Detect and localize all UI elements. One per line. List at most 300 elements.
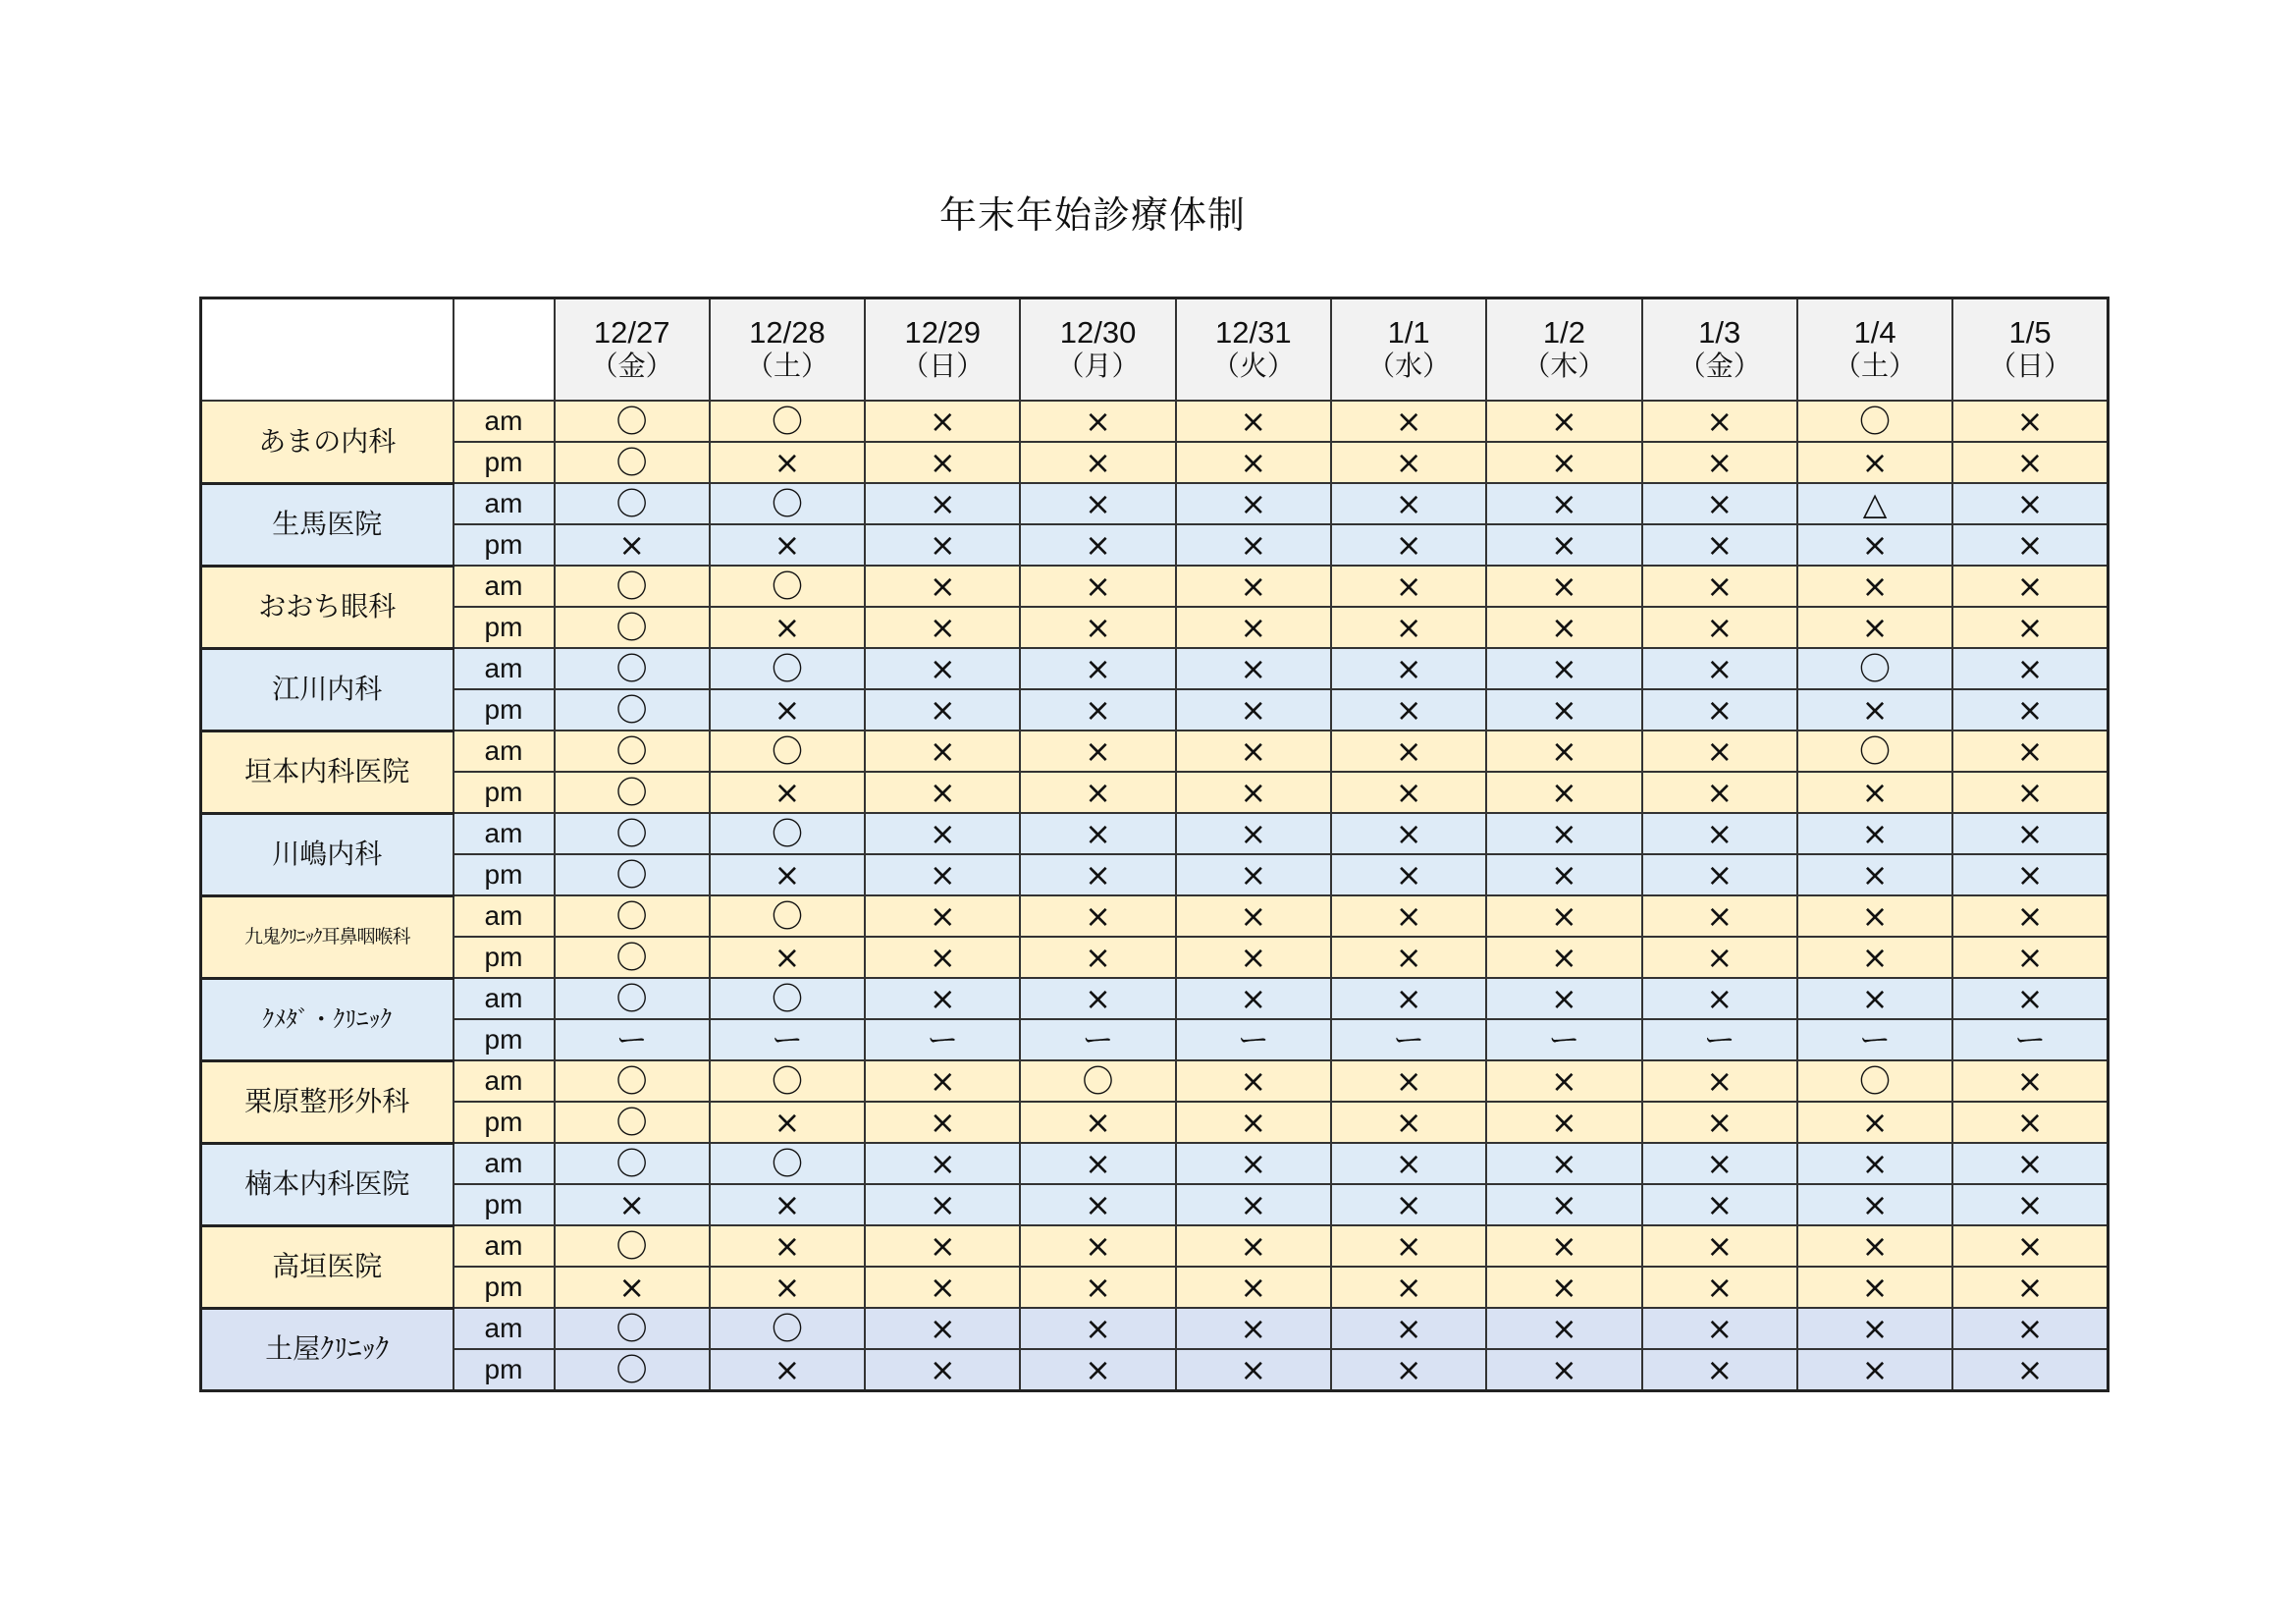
availability-cell: 〇 <box>1797 401 1952 442</box>
availability-cell: × <box>1020 1143 1175 1184</box>
availability-cell: × <box>1952 1308 2108 1349</box>
availability-cell: × <box>1952 483 2108 524</box>
period-label: pm <box>454 524 555 566</box>
availability-cell: × <box>1486 401 1641 442</box>
availability-cell: 〇 <box>710 648 865 689</box>
clinic-pm-row <box>201 524 2109 566</box>
availability-cell: ー <box>1176 1019 1331 1060</box>
availability-cell: × <box>865 607 1020 648</box>
availability-cell: × <box>1020 1225 1175 1267</box>
period-label: pm <box>454 1349 555 1391</box>
availability-cell: 〇 <box>555 1225 710 1267</box>
availability-cell: 〇 <box>1797 1060 1952 1102</box>
availability-cell: 〇 <box>710 731 865 772</box>
clinic-am-row <box>201 1225 2109 1267</box>
availability-cell: × <box>1642 937 1797 978</box>
weekday-label: （土） <box>1834 350 1917 382</box>
period-label: am <box>454 978 555 1019</box>
availability-cell: × <box>865 483 1020 524</box>
header-row <box>201 298 2109 402</box>
availability-cell: × <box>1331 731 1486 772</box>
availability-cell: × <box>1331 1184 1486 1225</box>
availability-cell: × <box>1331 813 1486 854</box>
availability-cell: × <box>710 1225 865 1267</box>
availability-cell: × <box>865 566 1020 607</box>
availability-cell: × <box>1797 895 1952 937</box>
availability-cell: × <box>1331 607 1486 648</box>
weekday-label: （金） <box>590 350 673 382</box>
availability-cell: × <box>1952 1143 2108 1184</box>
availability-cell: 〇 <box>710 1143 865 1184</box>
availability-cell: × <box>1020 689 1175 731</box>
availability-cell: × <box>1797 524 1952 566</box>
availability-cell: × <box>1176 731 1331 772</box>
availability-cell: × <box>1486 483 1641 524</box>
clinic-am-row <box>201 978 2109 1019</box>
availability-cell: × <box>1020 1102 1175 1143</box>
availability-cell: 〇 <box>1797 648 1952 689</box>
availability-cell: × <box>1797 1143 1952 1184</box>
availability-cell: × <box>865 937 1020 978</box>
clinic-am-row <box>201 648 2109 689</box>
availability-cell: × <box>1952 1184 2108 1225</box>
availability-cell: 〇 <box>710 1308 865 1349</box>
availability-cell: 〇 <box>555 978 710 1019</box>
weekday-label: （金） <box>1678 350 1761 382</box>
header-blank-clinic <box>201 298 454 402</box>
availability-cell: × <box>865 895 1020 937</box>
availability-cell: × <box>1952 442 2108 483</box>
availability-cell: △ <box>1797 483 1952 524</box>
availability-cell: × <box>1331 854 1486 895</box>
date-label: 1/2 <box>1542 315 1585 350</box>
availability-cell: × <box>710 854 865 895</box>
availability-cell: × <box>1952 1267 2108 1308</box>
availability-cell: × <box>1952 524 2108 566</box>
date-label: 12/29 <box>904 315 982 350</box>
availability-cell: × <box>1020 895 1175 937</box>
page-title: 年末年始診療体制 <box>938 193 1246 237</box>
availability-cell: × <box>1797 1349 1952 1391</box>
availability-cell: × <box>1176 1184 1331 1225</box>
availability-cell: × <box>865 1143 1020 1184</box>
clinic-am-row <box>201 1308 2109 1349</box>
availability-cell: ー <box>555 1019 710 1060</box>
availability-cell: × <box>1797 1102 1952 1143</box>
availability-cell: × <box>865 1060 1020 1102</box>
availability-cell: 〇 <box>710 1060 865 1102</box>
availability-cell: × <box>1331 1349 1486 1391</box>
period-label: pm <box>454 772 555 813</box>
availability-cell: ー <box>1486 1019 1641 1060</box>
availability-cell: × <box>1020 978 1175 1019</box>
date-header <box>1020 298 1175 402</box>
availability-cell: × <box>1020 937 1175 978</box>
availability-cell: × <box>1952 937 2108 978</box>
availability-cell: × <box>1486 978 1641 1019</box>
date-label: 1/3 <box>1698 315 1741 350</box>
availability-cell: × <box>865 1184 1020 1225</box>
availability-cell: × <box>1486 442 1641 483</box>
availability-cell: × <box>1331 1308 1486 1349</box>
date-label: 12/27 <box>593 315 670 350</box>
availability-cell: × <box>1952 895 2108 937</box>
clinic-name: ｸﾒﾀﾞ・ｸﾘﾆｯｸ <box>201 978 454 1060</box>
period-label: am <box>454 648 555 689</box>
availability-cell: × <box>1176 1102 1331 1143</box>
availability-cell: × <box>1331 483 1486 524</box>
availability-cell: × <box>1486 566 1641 607</box>
date-header <box>1952 298 2108 402</box>
availability-cell: × <box>1486 731 1641 772</box>
availability-cell: × <box>1020 731 1175 772</box>
availability-cell: × <box>1797 1267 1952 1308</box>
availability-cell: × <box>865 648 1020 689</box>
availability-cell: × <box>1176 689 1331 731</box>
availability-cell: × <box>1331 648 1486 689</box>
availability-cell: 〇 <box>555 1308 710 1349</box>
availability-cell: 〇 <box>555 731 710 772</box>
availability-cell: × <box>1020 442 1175 483</box>
clinic-pm-row <box>201 1184 2109 1225</box>
availability-cell: 〇 <box>1797 731 1952 772</box>
availability-cell: × <box>1642 442 1797 483</box>
availability-cell: 〇 <box>555 442 710 483</box>
availability-cell: × <box>1797 566 1952 607</box>
date-label: 1/5 <box>2008 315 2052 350</box>
clinic-pm-row <box>201 854 2109 895</box>
availability-cell: × <box>1486 1102 1641 1143</box>
availability-cell: × <box>1020 607 1175 648</box>
availability-cell: × <box>1486 854 1641 895</box>
availability-cell: × <box>1797 854 1952 895</box>
availability-cell: × <box>1952 648 2108 689</box>
availability-cell: × <box>710 689 865 731</box>
availability-cell: × <box>865 401 1020 442</box>
clinic-pm-row <box>201 689 2109 731</box>
availability-cell: × <box>1486 937 1641 978</box>
availability-cell: × <box>1176 978 1331 1019</box>
availability-cell: × <box>1331 442 1486 483</box>
availability-cell: × <box>1642 1143 1797 1184</box>
clinic-name: 川嶋内科 <box>201 813 454 895</box>
clinic-name: 土屋ｸﾘﾆｯｸ <box>201 1308 454 1391</box>
availability-cell: × <box>1642 566 1797 607</box>
availability-cell: × <box>1952 1349 2108 1391</box>
date-header <box>1486 298 1641 402</box>
period-label: pm <box>454 1184 555 1225</box>
clinic-pm-row <box>201 1019 2109 1060</box>
weekday-label: （火） <box>1211 350 1295 382</box>
availability-cell: × <box>865 442 1020 483</box>
availability-cell: × <box>1176 566 1331 607</box>
period-label: am <box>454 813 555 854</box>
clinic-pm-row <box>201 607 2109 648</box>
availability-cell: × <box>1642 689 1797 731</box>
date-header <box>710 298 865 402</box>
clinic-am-row <box>201 1060 2109 1102</box>
availability-cell: × <box>865 978 1020 1019</box>
availability-cell: × <box>1331 895 1486 937</box>
availability-cell: × <box>1642 1060 1797 1102</box>
availability-cell: × <box>1952 566 2108 607</box>
period-label: pm <box>454 1102 555 1143</box>
availability-cell: × <box>1020 648 1175 689</box>
availability-cell: × <box>1797 1225 1952 1267</box>
availability-cell: × <box>1020 524 1175 566</box>
period-label: pm <box>454 442 555 483</box>
clinic-name: 江川内科 <box>201 648 454 731</box>
availability-cell: 〇 <box>710 566 865 607</box>
clinic-am-row <box>201 731 2109 772</box>
availability-cell: 〇 <box>555 813 710 854</box>
availability-cell: × <box>710 772 865 813</box>
period-label: am <box>454 1225 555 1267</box>
availability-cell: × <box>1952 1102 2108 1143</box>
availability-cell: 〇 <box>555 1102 710 1143</box>
period-label: am <box>454 483 555 524</box>
weekday-label: （木） <box>1522 350 1606 382</box>
clinic-name: 垣本内科医院 <box>201 731 454 813</box>
availability-cell: ー <box>1952 1019 2108 1060</box>
period-label: pm <box>454 854 555 895</box>
availability-cell: × <box>865 1102 1020 1143</box>
availability-cell: × <box>1642 1102 1797 1143</box>
availability-cell: × <box>1642 607 1797 648</box>
availability-cell: × <box>1797 978 1952 1019</box>
availability-cell: × <box>1797 813 1952 854</box>
availability-cell: 〇 <box>555 648 710 689</box>
clinic-am-row <box>201 895 2109 937</box>
availability-cell: × <box>1642 772 1797 813</box>
availability-cell: 〇 <box>1020 1060 1175 1102</box>
availability-cell: 〇 <box>555 483 710 524</box>
weekday-label: （日） <box>901 350 985 382</box>
availability-cell: 〇 <box>555 937 710 978</box>
availability-cell: × <box>1176 895 1331 937</box>
availability-cell: × <box>1486 813 1641 854</box>
availability-cell: × <box>1020 772 1175 813</box>
availability-cell: × <box>1176 1225 1331 1267</box>
availability-cell: × <box>1486 648 1641 689</box>
availability-cell: × <box>710 1184 865 1225</box>
availability-cell: × <box>1020 483 1175 524</box>
clinic-pm-row <box>201 937 2109 978</box>
clinic-name: 生馬医院 <box>201 483 454 566</box>
availability-cell: × <box>1020 813 1175 854</box>
availability-cell: × <box>1331 1267 1486 1308</box>
availability-cell: × <box>865 813 1020 854</box>
availability-cell: 〇 <box>710 978 865 1019</box>
period-label: pm <box>454 607 555 648</box>
availability-cell: × <box>1020 1267 1175 1308</box>
availability-cell: × <box>1020 1184 1175 1225</box>
clinic-am-row <box>201 401 2109 442</box>
availability-cell: 〇 <box>710 895 865 937</box>
availability-cell: × <box>710 524 865 566</box>
availability-cell: × <box>1331 566 1486 607</box>
date-header <box>865 298 1020 402</box>
clinic-am-row <box>201 813 2109 854</box>
clinic-pm-row <box>201 1349 2109 1391</box>
availability-cell: 〇 <box>710 483 865 524</box>
availability-cell: × <box>865 854 1020 895</box>
date-label: 12/28 <box>749 315 826 350</box>
availability-cell: ー <box>1020 1019 1175 1060</box>
availability-cell: × <box>1020 1308 1175 1349</box>
availability-cell: × <box>1797 607 1952 648</box>
availability-cell: × <box>1176 1349 1331 1391</box>
availability-cell: × <box>1176 1308 1331 1349</box>
availability-cell: 〇 <box>555 401 710 442</box>
availability-cell: × <box>1486 1349 1641 1391</box>
availability-cell: × <box>555 1267 710 1308</box>
availability-cell: × <box>1176 401 1331 442</box>
period-label: pm <box>454 937 555 978</box>
availability-cell: × <box>1331 937 1486 978</box>
availability-cell: × <box>865 689 1020 731</box>
availability-cell: × <box>1331 1102 1486 1143</box>
availability-cell: × <box>1331 772 1486 813</box>
date-header <box>1797 298 1952 402</box>
date-header <box>1176 298 1331 402</box>
availability-cell: × <box>1642 401 1797 442</box>
clinic-am-row <box>201 1143 2109 1184</box>
availability-cell: × <box>1176 854 1331 895</box>
availability-cell: × <box>1797 689 1952 731</box>
availability-cell: × <box>1642 483 1797 524</box>
availability-cell: × <box>1952 689 2108 731</box>
availability-cell: × <box>1952 978 2108 1019</box>
date-header <box>1642 298 1797 402</box>
availability-cell: × <box>1952 854 2108 895</box>
availability-cell: × <box>1176 1143 1331 1184</box>
availability-cell: × <box>1176 648 1331 689</box>
availability-cell: × <box>1486 1308 1641 1349</box>
availability-cell: × <box>1486 1225 1641 1267</box>
availability-cell: 〇 <box>555 689 710 731</box>
availability-cell: 〇 <box>555 607 710 648</box>
availability-cell: 〇 <box>555 772 710 813</box>
availability-cell: 〇 <box>710 401 865 442</box>
period-label: am <box>454 1143 555 1184</box>
availability-cell: × <box>555 1184 710 1225</box>
availability-cell: × <box>865 772 1020 813</box>
availability-cell: × <box>1952 813 2108 854</box>
availability-cell: × <box>1952 1225 2108 1267</box>
availability-cell: × <box>1486 1060 1641 1102</box>
weekday-label: （日） <box>1989 350 2072 382</box>
period-label: am <box>454 401 555 442</box>
availability-cell: × <box>1642 1349 1797 1391</box>
availability-cell: × <box>865 1349 1020 1391</box>
availability-cell: × <box>555 524 710 566</box>
period-label: am <box>454 895 555 937</box>
availability-cell: × <box>1331 978 1486 1019</box>
availability-cell: 〇 <box>555 566 710 607</box>
availability-cell: × <box>1486 689 1641 731</box>
availability-cell: × <box>1952 731 2108 772</box>
availability-cell: × <box>710 1349 865 1391</box>
availability-cell: ー <box>1797 1019 1952 1060</box>
period-label: am <box>454 566 555 607</box>
clinic-name: あまの内科 <box>201 401 454 483</box>
period-label: pm <box>454 1019 555 1060</box>
clinic-am-row <box>201 483 2109 524</box>
availability-cell: × <box>710 1102 865 1143</box>
clinic-pm-row <box>201 1267 2109 1308</box>
availability-cell: ー <box>1642 1019 1797 1060</box>
schedule-table <box>199 297 2109 1392</box>
date-label: 1/1 <box>1387 315 1430 350</box>
availability-cell: × <box>1952 772 2108 813</box>
availability-cell: × <box>1486 1143 1641 1184</box>
clinic-name: おおち眼科 <box>201 566 454 648</box>
availability-cell: × <box>1176 483 1331 524</box>
availability-cell: × <box>1486 772 1641 813</box>
availability-cell: × <box>1486 895 1641 937</box>
availability-cell: 〇 <box>710 813 865 854</box>
availability-cell: × <box>1331 401 1486 442</box>
period-label: am <box>454 1308 555 1349</box>
period-label: pm <box>454 689 555 731</box>
availability-cell: × <box>1642 1225 1797 1267</box>
availability-cell: × <box>1176 524 1331 566</box>
availability-cell: × <box>1331 1143 1486 1184</box>
availability-cell: × <box>1797 442 1952 483</box>
availability-cell: × <box>1486 1267 1641 1308</box>
date-header <box>1331 298 1486 402</box>
period-label: pm <box>454 1267 555 1308</box>
availability-cell: × <box>1486 1184 1641 1225</box>
availability-cell: ー <box>710 1019 865 1060</box>
availability-cell: 〇 <box>555 1060 710 1102</box>
availability-cell: 〇 <box>555 1143 710 1184</box>
availability-cell: × <box>710 607 865 648</box>
availability-cell: × <box>1331 1225 1486 1267</box>
weekday-label: （水） <box>1367 350 1451 382</box>
availability-cell: × <box>1642 731 1797 772</box>
weekday-label: （月） <box>1056 350 1140 382</box>
availability-cell: × <box>865 524 1020 566</box>
availability-cell: × <box>1642 524 1797 566</box>
availability-cell: × <box>1486 524 1641 566</box>
period-label: am <box>454 731 555 772</box>
clinic-name: 高垣医院 <box>201 1225 454 1308</box>
availability-cell: × <box>1331 524 1486 566</box>
clinic-pm-row <box>201 772 2109 813</box>
availability-cell: × <box>1642 978 1797 1019</box>
availability-cell: × <box>710 1267 865 1308</box>
availability-cell: × <box>1952 1060 2108 1102</box>
weekday-label: （土） <box>745 350 828 382</box>
schedule-body <box>201 401 2109 1391</box>
availability-cell: × <box>1642 895 1797 937</box>
availability-cell: × <box>1331 689 1486 731</box>
clinic-pm-row <box>201 442 2109 483</box>
availability-cell: ー <box>865 1019 1020 1060</box>
availability-cell: × <box>1642 648 1797 689</box>
availability-cell: × <box>1952 607 2108 648</box>
availability-cell: × <box>1176 442 1331 483</box>
availability-cell: × <box>1642 813 1797 854</box>
availability-cell: × <box>1176 772 1331 813</box>
availability-cell: × <box>1176 1060 1331 1102</box>
availability-cell: × <box>1020 1349 1175 1391</box>
availability-cell: × <box>710 937 865 978</box>
availability-cell: × <box>1642 854 1797 895</box>
availability-cell: × <box>865 1308 1020 1349</box>
